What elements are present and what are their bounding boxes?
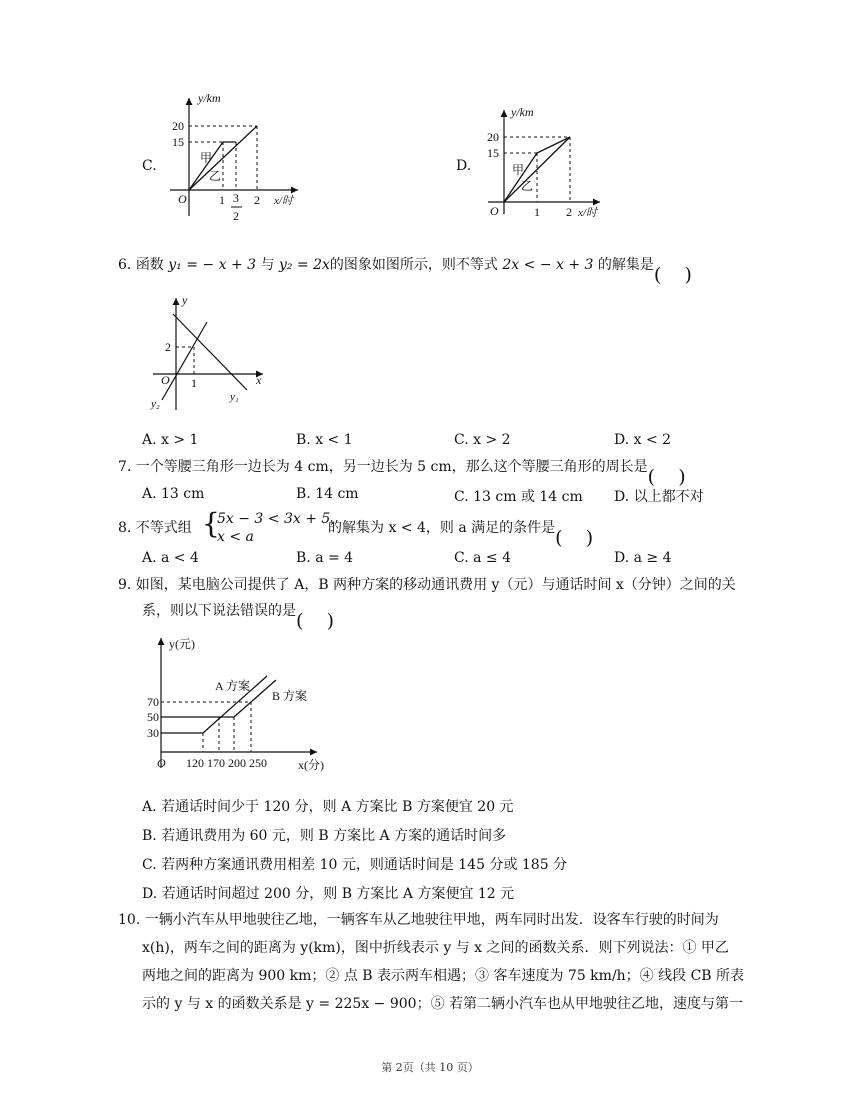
system-brace: {: [202, 507, 220, 540]
graph-c-line-jia: 甲: [200, 151, 213, 165]
q9-graph-plan-a: A 方案: [215, 679, 251, 693]
page-footer: 第 2页（共 10 页）: [381, 1061, 479, 1074]
q6-graph-y2: y₂: [151, 398, 160, 410]
q8-system-line1: 5x − 3 < 3x + 5,: [217, 511, 335, 527]
q6-eq2: y₂ = 2x: [278, 257, 330, 273]
question-10-line1: 10. 一辆小汽车从甲地驶往乙地，一辆客车从乙地驶往甲地，两车同时出发．设客车行驶的时间为: [118, 912, 719, 928]
question-7: 7. 一个等腰三角形一边长为 4 cm，另一边长为 5 cm，那么这个等腰三角形的周长是: [118, 459, 648, 475]
q7-option-a: A. 13 cm: [142, 486, 205, 502]
graph-option-d: [480, 104, 610, 224]
q9-graph-y-tick-70: 70: [147, 695, 159, 709]
q8-option-d: D. a ≥ 4: [614, 550, 672, 566]
graph-d-line-jia: 甲: [512, 163, 525, 177]
graph-c-x-tick-2: 2: [254, 193, 260, 207]
graph-d-y-label: y/km: [511, 105, 534, 119]
q8-option-c: C. a ≤ 4: [454, 550, 511, 566]
graph-d-x-label: x/时: [578, 207, 597, 219]
graph-option-c: [160, 92, 310, 232]
graph-c-line-yi: 乙: [209, 169, 222, 183]
graph-c-y-tick-20: 20: [172, 119, 184, 133]
q6-graph-tick-1: 1: [191, 376, 197, 390]
q6-option-a: A. x > 1: [142, 432, 199, 448]
q7-option-b: B. 14 cm: [296, 486, 359, 502]
q9-graph-y-tick-50: 50: [147, 710, 159, 724]
q6-option-b: B. x < 1: [296, 432, 353, 448]
option-d-label: D.: [456, 158, 472, 174]
graph-d-line-yi: 乙: [521, 179, 534, 193]
graph-c-x-tick-1: 1: [219, 193, 225, 207]
q9-graph-x-tick-200: 200: [228, 756, 246, 770]
question-6: 6. 函数 y₁ = − x + 3 与 y₂ = 2x的图象如图所示，则不等式 2x < − x + 3 的解集是: [118, 257, 654, 273]
q6-option-d: D. x < 2: [614, 432, 672, 448]
q9-option-a: A. 若通话时间少于 120 分，则 A 方案比 B 方案便宜 20 元: [142, 799, 514, 815]
graph-d-x-tick-2: 2: [566, 205, 572, 219]
q6-graph-y: y: [182, 293, 188, 307]
question-9-line2: 系，则以下说法错误的是: [142, 603, 296, 619]
q9-graph-x-label: x(分): [298, 758, 324, 772]
q9-graph-y-tick-30: 30: [147, 726, 159, 740]
question-8-prefix: 8. 不等式组: [118, 520, 192, 536]
q6-graph-x: x: [256, 373, 262, 387]
q6-graph-y1: y₁: [230, 391, 239, 403]
graph-d-origin: O: [490, 204, 499, 218]
q9-graph-origin: O: [157, 756, 166, 770]
q8-system-line2: x < a: [217, 529, 254, 545]
question-10-line4: 示的 y 与 x 的函数关系是 y = 225x − 900；⑤ 若第二辆小汽车也从甲地驶往乙地，速度与第一: [142, 996, 744, 1012]
graph-c-x-label: x/时: [274, 195, 293, 207]
graph-d-y-tick-20: 20: [487, 130, 499, 144]
graph-c-x-tick-2-denominator: 2: [233, 209, 239, 223]
q9-option-b: B. 若通讯费用为 60 元，则 B 方案比 A 方案的通话时间多: [142, 828, 507, 844]
q7-option-c: C. 13 cm 或 14 cm: [454, 489, 583, 505]
option-c-label: C.: [142, 158, 157, 174]
graph-c-y-tick-15: 15: [172, 135, 184, 149]
question-10-line2: x(h)，两车之间的距离为 y(km)，图中折线表示 y 与 x 之间的函数关系．则下列说法：① 甲乙: [142, 940, 729, 956]
q7-option-d: D. 以上都不对: [614, 489, 704, 505]
graph-c-origin: O: [178, 192, 187, 206]
graph-d-x-tick-1: 1: [534, 205, 540, 219]
q8-option-b: B. a = 4: [296, 550, 354, 566]
q9-graph: [145, 632, 335, 777]
q8-option-a: A. a < 4: [142, 550, 199, 566]
q9-graph-x-tick-120: 120: [186, 756, 204, 770]
q9-option-c: C. 若两种方案通讯费用相差 10 元，则通话时间是 145 分或 185 分: [142, 857, 568, 873]
q9-option-d: D. 若通话时间超过 200 分，则 B 方案比 A 方案便宜 12 元: [142, 886, 515, 902]
q6-eq1: y₁ = − x + 3: [168, 257, 257, 273]
q6-inequality: 2x < − x + 3: [502, 257, 594, 273]
graph-c-y-label: y/km: [198, 92, 221, 105]
q6-graph-tick-2: 2: [165, 340, 171, 354]
q9-graph-x-tick-250: 250: [249, 756, 267, 770]
question-10-line3: 两地之间的距离为 900 km；② 点 B 表示两车相遇；③ 客车速度为 75 km/h；④ 线段 CB 所表: [142, 968, 745, 984]
question-9-line1: 9. 如图，某电脑公司提供了 A，B 两种方案的移动通讯费用 y（元）与通话时间 x（分钟）之间的关: [118, 577, 736, 593]
q9-graph-plan-b: B 方案: [272, 689, 308, 703]
q6-option-c: C. x > 2: [454, 432, 511, 448]
graph-c-x-tick-3: 3: [233, 191, 239, 205]
graph-d-y-tick-15: 15: [487, 146, 499, 160]
q6-graph: [145, 292, 270, 414]
question-8-suffix: 的解集为 x < 4，则 a 满足的条件是: [328, 520, 556, 536]
q9-graph-x-tick-170: 170: [207, 756, 225, 770]
q9-graph-y-label: y(元): [169, 637, 195, 651]
q6-graph-origin: O: [161, 373, 170, 387]
